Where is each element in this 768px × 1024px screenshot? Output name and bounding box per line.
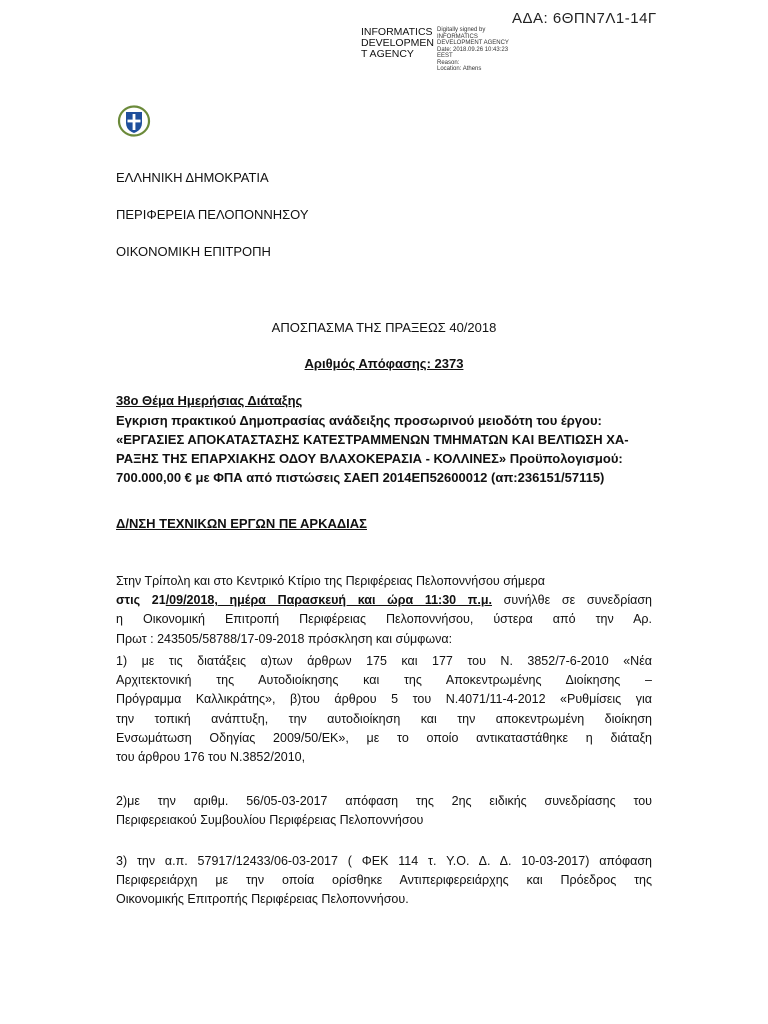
signature-name	[361, 26, 434, 60]
decision-number-wrap	[116, 356, 652, 371]
signature-detail-line: EEST	[437, 53, 453, 59]
paragraph-1-line: Ενσωμάτωση Οδηγίας 2009/50/ΕΚ», με το οποίο αντικαταστάθηκε η διάταξη	[116, 730, 652, 745]
signature-detail-line: Location: Athens	[437, 66, 482, 72]
paragraph-1	[116, 652, 652, 767]
ada-code: ΑΔΑ: 6ΘΠΝ7Λ1-14Γ	[512, 10, 657, 27]
paragraph-3-line: Περιφερειάρχη με την οποία ορίσθηκε Αντιπεριφερειάρχης και Πρόεδρος της	[116, 873, 652, 888]
paragraph-1-line: την τοπική ανάπτυξη, την αυτοδιοίκηση και την αποκεντρωμένη διοίκηση	[116, 711, 652, 726]
hellenic-republic-coat-of-arms-icon	[117, 105, 151, 137]
paragraph-1-line: Πρόγραμμα Καλλικράτης», β)του άρθρου 5 του Ν.4071/11-4-2012 «Ρυθμίσεις για	[116, 692, 652, 707]
subject-line: ΡΑΞΗΣ ΤΗΣ ΕΠΑΡΧΙΑΚΗΣ ΟΔΟΥ ΒΛΑΧΟΚΕΡΑΣΙΑ - ΚΟΛΛΙΝΕΣ» Προϋπολογισμού:	[116, 451, 623, 466]
signature-detail-line: Reason:	[437, 59, 460, 66]
intro-paragraph	[116, 572, 652, 649]
paragraph-3-line: Οικονομικής Επιτροπής Περιφέρειας Πελοποννήσου.	[116, 892, 409, 907]
paragraph-2	[116, 792, 652, 830]
header-region: ΠΕΡΙΦΕΡΕΙΑ ΠΕΛΟΠΟΝΝΗΣΟΥ	[116, 207, 309, 222]
subject-line: «ΕΡΓΑΣΙΕΣ ΑΠΟΚΑΤΑΣΤΑΣΗΣ ΚΑΤΕΣΤΡΑΜΜΕΝΩΝ ΤΜΗΜΑΤΩΝ ΚΑΙ ΒΕΛΤΙΩΣΗ ΧΑ-	[116, 432, 629, 447]
intro-line: Στην Τρίπολη και στο Κεντρικό Κτίριο της Περιφέρειας Πελοποννήσου σήμερα	[116, 574, 545, 588]
signature-name-line: DEVELOPMEN	[361, 37, 434, 49]
intro-line	[116, 591, 652, 610]
paragraph-1-line: Αρχιτεκτονική της Αυτοδιοίκησης και της Αποκεντρωμένης Διοίκησης –	[116, 673, 652, 688]
subject-line: Εγκριση πρακτικού Δημοπρασίας ανάδειξης προσωρινού μειοδότη του έργου:	[116, 413, 602, 428]
directorate: Δ/ΝΣΗ ΤΕΧΝΙΚΩΝ ΕΡΓΩΝ ΠΕ ΑΡΚΑΔΙΑΣ	[116, 516, 367, 531]
intro-line: η Οικονομική Επιτροπή Περιφέρειας Πελοποννήσου, ύστερα από την Αρ.	[116, 612, 652, 627]
signature-detail-line: Digitally signed by	[437, 27, 486, 33]
signature-details	[437, 27, 517, 73]
signature-name-line: T AGENCY	[361, 48, 414, 60]
subject-body	[116, 411, 652, 487]
signature-detail-line: DEVELOPMENT AGENCY	[437, 40, 509, 46]
subject-title: 38ο Θέμα Ημερήσιας Διάταξης	[116, 393, 303, 408]
intro-date: /09/2018, ημέρα Παρασκευή και ώρα 11:30 π.μ.	[165, 593, 492, 608]
intro-post: συνήλθε σε συνεδρίαση	[491, 593, 652, 608]
header-republic: ΕΛΛΗΝΙΚΗ ΔΗΜΟΚΡΑΤΙΑ	[116, 170, 269, 185]
signature-detail-line: INFORMATICS	[437, 33, 478, 40]
intro-line: Πρωτ : 243505/58788/17-09-2018 πρόσκληση και σύμφωνα:	[116, 631, 453, 646]
paragraph-3	[116, 852, 652, 910]
decision-number: Αριθμός Απόφασης: 2373	[304, 356, 464, 371]
subject-line: 700.000,00 € με ΦΠΑ από πιστώσεις ΣΑΕΠ 2014ΕΠ52600012 (απ:236151/57115)	[116, 470, 605, 485]
paragraph-2-line: Περιφερειακού Συμβουλίου Περιφέρειας Πελοποννήσου	[116, 813, 424, 828]
paragraph-1-line: 1) με τις διατάξεις α)των άρθρων 175 και 177 του Ν. 3852/7-6-2010 «Νέα	[116, 654, 652, 668]
extract-title: ΑΠΟΣΠΑΣΜΑ ΤΗΣ ΠΡΑΞΕΩΣ 40/2018	[271, 320, 497, 335]
paragraph-3-line: 3) την α.π. 57917/12433/06-03-2017 ( ΦΕΚ 114 τ. Υ.Ο. Δ. Δ. 10-03-2017) απόφαση	[116, 854, 652, 868]
header-committee: ΟΙΚΟΝΟΜΙΚΗ ΕΠΙΤΡΟΠΗ	[116, 244, 271, 259]
intro-date-prefix: στις 21	[116, 593, 166, 608]
paragraph-1-line: του άρθρου 176 του Ν.3852/2010,	[116, 750, 306, 765]
signature-name-line: INFORMATICS	[361, 26, 433, 38]
signature-detail-line: Date: 2018.09.26 10:43:23	[437, 46, 509, 53]
paragraph-2-line: 2)με την αριθμ. 56/05-03-2017 απόφαση της 2ης ειδικής συνεδρίασης του	[116, 794, 652, 808]
